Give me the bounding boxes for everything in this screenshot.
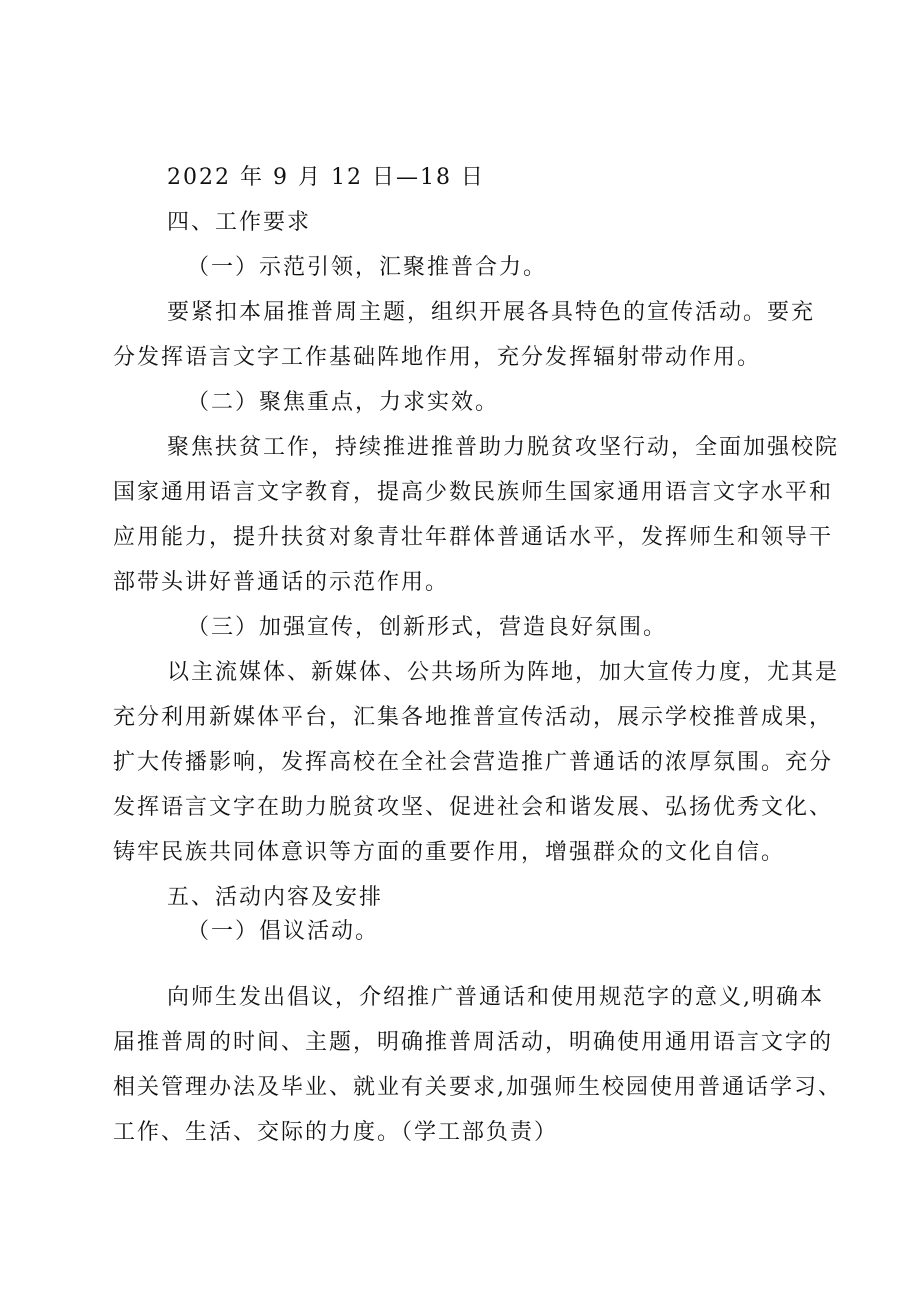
date-line: 2022 年 9 月 12 日—18 日 [167, 165, 485, 190]
paragraph-line: 分发挥语言文字工作基础阵地作用，充分发挥辐射带动作用。 [113, 345, 762, 370]
paragraph-line: 铸牢民族共同体意识等方面的重要作用，增强群众的文化自信。 [113, 840, 786, 865]
section-heading: 五、活动内容及安排 [167, 885, 384, 910]
section-heading: 四、工作要求 [167, 210, 312, 235]
paragraph-line: 以主流媒体、新媒体、公共场所为阵地，加大宣传力度，尤其是 [167, 660, 840, 685]
subsection-heading: （一）倡议活动。 [187, 919, 380, 944]
paragraph-line: 相关管理办法及毕业、就业有关要求,加强师生校园使用普通话学习、 [113, 1075, 842, 1100]
subsection-heading: （三）加强宣传，创新形式，营造良好氛围。 [187, 615, 668, 640]
paragraph-line: 届推普周的时间、主题，明确推普周活动，明确使用通用语言文字的 [113, 1030, 834, 1055]
subsection-heading: （二）聚焦重点，力求实效。 [187, 390, 500, 415]
paragraph-line: 聚焦扶贫工作，持续推进推普助力脱贫攻坚行动，全面加强校院 [167, 435, 840, 460]
paragraph-line: 国家通用语言文字教育，提高少数民族师生国家通用语言文字水平和 [113, 480, 834, 505]
paragraph-line: 应用能力，提升扶贫对象青壮年群体普通话水平，发挥师生和领导干 [113, 525, 834, 550]
paragraph-line: 充分利用新媒体平台，汇集各地推普宣传活动，展示学校推普成果， [113, 705, 834, 730]
paragraph-line: 扩大传播影响，发挥高校在全社会营造推广普通话的浓厚氛围。充分 [113, 750, 834, 775]
paragraph-line: 部带头讲好普通话的示范作用。 [113, 570, 450, 595]
paragraph-line: 工作、生活、交际的力度。（学工部负责） [113, 1120, 559, 1145]
paragraph-line: 发挥语言文字在助力脱贫攻坚、促进社会和谐发展、弘扬优秀文化、 [113, 795, 834, 820]
paragraph-line: 要紧扣本届推普周主题，组织开展各具特色的宣传活动。要充 [167, 300, 816, 325]
paragraph-line: 向师生发出倡议，介绍推广普通话和使用规范字的意义,明确本 [167, 985, 824, 1010]
subsection-heading: （一）示范引领，汇聚推普合力。 [187, 255, 548, 280]
